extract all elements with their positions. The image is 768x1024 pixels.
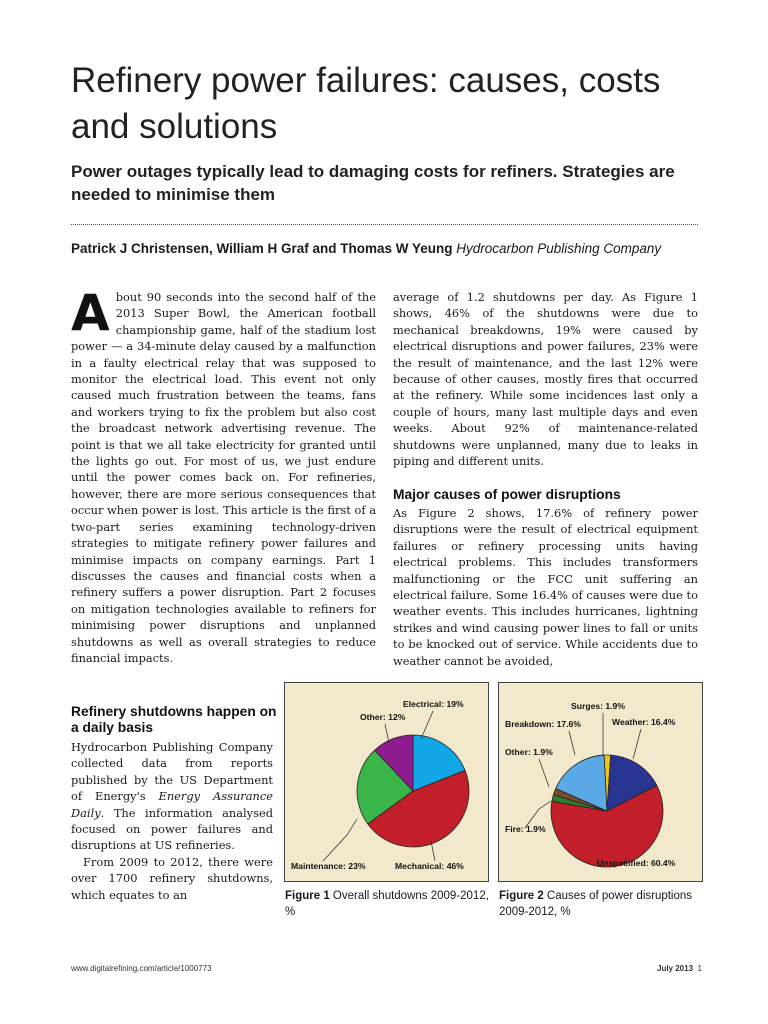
figure-1-label-maintenance: Maintenance: 23% [291,861,366,871]
publication-name: Energy Assurance Daily [71,789,273,820]
figure-1-panel [284,682,489,882]
footer-date: July 2013 [657,964,694,973]
paragraph-shutdown-causes: average of 1.2 shutdowns per day. As Figure 1 shows, 46% of the shutdowns were due to mechanical breakdowns, 19% were caused by electrical disruptions and power failures, 23% were the result of maintenance, and the last 12% were because of other causes, mostly fires that occurred at the refinery. While some incidences last only a couple of hours, many last multiple days and even weeks. About 92% of maintenance-related shutdowns were unplanned, many due to leaks in piping and different units. [393,290,698,469]
column-2-upper [393,289,698,469]
paragraph-data-collection: Hydrocarbon Publishing Company collected data from reports published by the US Department of Energy's Energy Assurance Daily. The information analysed focused on power failures and disruptions at US refineries. [71,740,273,853]
section-heading-disruptions: Major causes of power disruptions [393,487,621,502]
figure-2-label: Figure 2 [499,890,544,902]
column-1-intro [71,284,376,666]
figure-2-label-surges: Surges: 1.9% [571,701,625,711]
page-number: 1 [697,964,702,973]
figure-2-label-weather: Weather: 16.4% [612,717,676,727]
figure-1-caption: Figure 1 Overall shutdowns 2009-2012, % [285,890,489,918]
article-subtitle: Power outages typically lead to damaging costs for refiners. Strategies are needed to minimise them [71,162,675,204]
author-names: Patrick J Christensen, William H Graf and Thomas W Yeung [71,241,453,256]
paragraph-disruption-causes: As Figure 2 shows, 17.6% of refinery power disruptions were the result of electrical equipment failures or refinery processing units having electrical problems. This includes transformers malfunctioning or the FCC unit suffering an electrical failure. Some 16.4% of causes were due to weather events. This includes hurricanes, lightning strikes and wind causing power lines to fall or units to be knocked out of service. While accidents due to weather cannot be avoided, [393,506,698,668]
figure-1-leader-line-0 [421,711,433,739]
column-1-lower [71,739,273,903]
figure-2-caption: Figure 2 Causes of power disruptions 2009-2012, % [499,890,693,918]
figure-1-pie-chart [285,683,488,881]
figure-2-leader-line-5 [569,731,575,755]
drop-cap: A [71,284,110,342]
company-name: Hydrocarbon Publishing Company [456,241,662,256]
figure-1-label-electrical: Electrical: 19% [403,699,464,709]
figure-1-leader-line-1 [431,841,435,861]
figure-2-label-other: Other: 1.9% [505,747,553,757]
column-2-lower [393,505,698,669]
section-heading-shutdowns: Refinery shutdowns happen on a daily basis [71,704,277,735]
figure-2-pie-chart [499,683,702,881]
intro-paragraph: bout 90 seconds into the second half of the 2013 Super Bowl, the American football championship game, half of the stadium lost power — a 34-minute delay caused by a malfunction in a faulty electrical relay that was supposed to monitor the electrical load. This event not only caused much frustration between the teams, fans and workers trying to fix the problem but also cost the broadcast network advertising revenue. The point is that we all take electricity for granted until the lights go out. For most of us, we just endure until the power comes back on. For refineries, however, there are more serious consequences that occur when power is lost. This article is the first of a two-part series examining technology-driven strategies to mitigate refinery power failures and minimise impacts on company earnings. Part 1 discusses the causes and financial costs when a refinery suffers a power disruption. Part 2 focuses on mitigation technologies available to refiners for minimising power disruptions and unplanned shutdowns as well as overall strategies to reduce financial impacts. [71,290,376,665]
figure-2-label-unspecified: Unspecified: 60.4% [597,858,676,868]
figure-2-label-breakdown: Breakdown: 17.6% [505,719,581,729]
article-title: Refinery power failures: causes, costs and solutions [71,61,661,146]
paragraph-shutdown-count: From 2009 to 2012, there were over 1700 refinery shutdowns, which equates to an [71,854,273,902]
footer-date-page [657,964,702,973]
figure-1-label-other: Other: 12% [360,712,406,722]
figure-1-label-mechanical: Mechanical: 46% [395,861,464,871]
figure-2-label-fire: Fire: 1.9% [505,824,546,834]
figure-2-leader-line-1 [633,729,641,759]
byline [71,240,711,258]
figure-1-leader-line-3 [385,724,389,743]
figure-2-panel [498,682,703,882]
figure-1-label: Figure 1 [285,890,330,902]
figure-2-leader-line-4 [539,759,549,787]
footer-url: www.digitalrefining.com/article/1000773 [71,964,212,973]
dotted-divider [71,224,698,225]
figure-1-leader-line-2 [323,819,357,861]
